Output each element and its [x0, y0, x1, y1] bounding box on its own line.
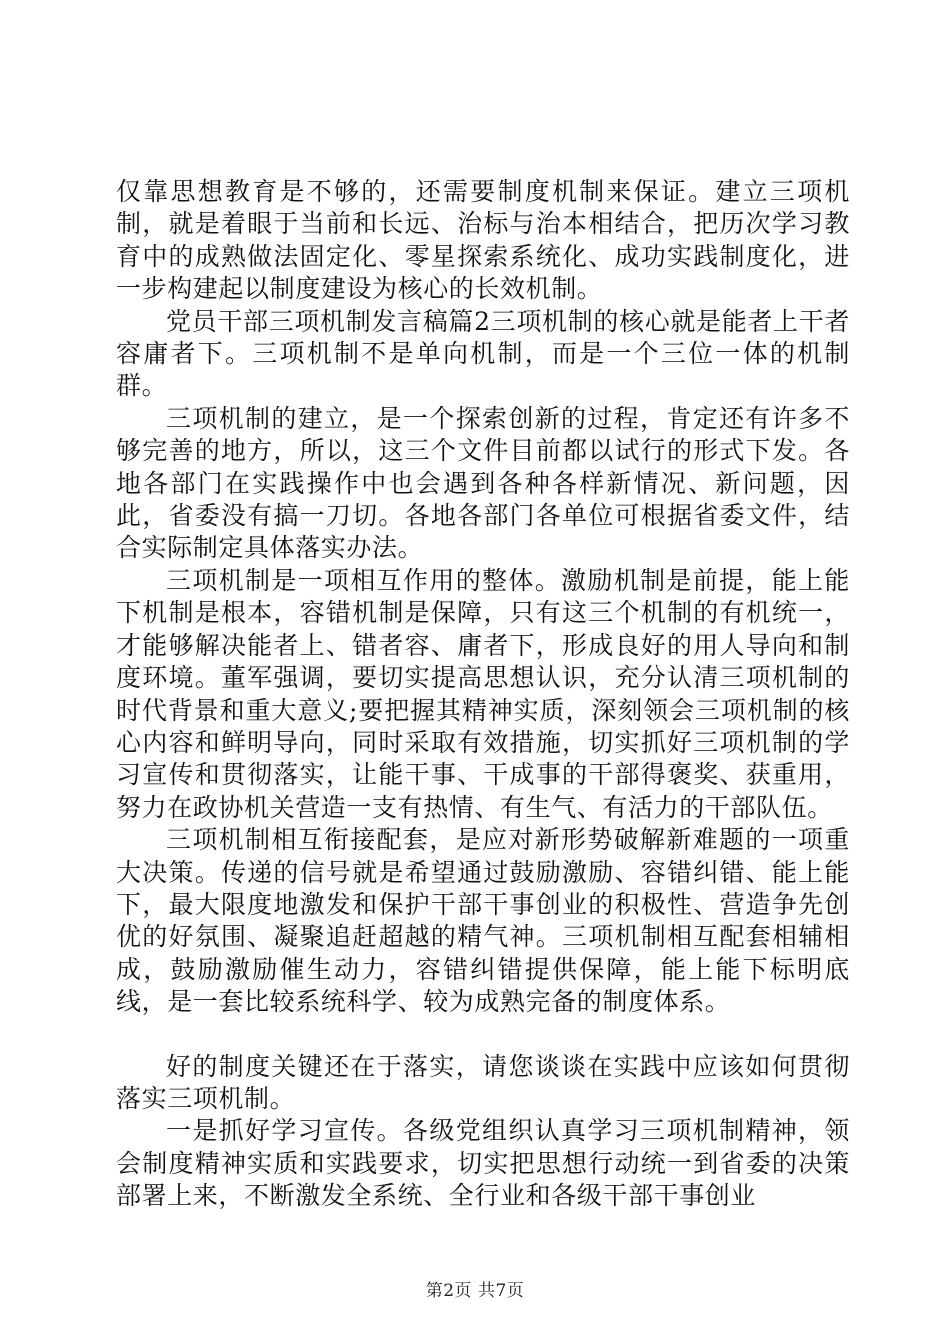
paragraph-7: 一是抓好学习宣传。各级党组织认真学习三项机制精神，领会制度精神实质和实践要求，切实把思想行动统一到省委的决策部署上来，不断激发全系统、全行业和各级干部干事创业: [116, 1116, 850, 1211]
paragraph-1: 仅靠思想教育是不够的，还需要制度机制来保证。建立三项机制，就是着眼于当前和长远、治标与治本相结合，把历次学习教育中的成熟做法固定化、零星探索系统化、成功实践制度化，进一步构建起以制度建设为核心的长效机制。: [116, 177, 850, 304]
paragraph-2: 党员干部三项机制发言稿篇2三项机制的核心就是能者上干者容庸者下。三项机制不是单向机制，而是一个三位一体的机制群。: [116, 306, 850, 401]
paragraph-6: 好的制度关键还在于落实，请您谈谈在实践中应该如何贯彻落实三项机制。: [116, 1051, 850, 1113]
page-number-footer: 第2页 共7页: [425, 1281, 525, 1301]
paragraph-gap: [116, 1019, 850, 1051]
paragraph-3: 三项机制的建立，是一个探索创新的过程，肯定还有许多不够完善的地方，所以，这三个文件目前都以试行的形式下发。各地各部门在实践操作中也会遇到各种各样新情况、新问题，因此，省委没有搞一刀切。各地各部门各单位可根据省委文件，结合实际制定具体落实办法。: [116, 403, 850, 563]
paragraph-5: 三项机制相互衔接配套，是应对新形势破解新难题的一项重大决策。传递的信号就是希望通过鼓励激励、容错纠错、能上能下，最大限度地激发和保护干部干事创业的积极性、营造争先创优的好氛围、凝聚追赶超越的精气神。三项机制相互配套相辅相成，鼓励激励催生动力，容错纠错提供保障，能上能下标明底线，是一套比较系统科学、较为成熟完备的制度体系。: [116, 825, 850, 1017]
document-body: [116, 176, 850, 1213]
paragraph-4: 三项机制是一项相互作用的整体。激励机制是前提，能上能下机制是根本，容错机制是保障，只有这三个机制的有机统一，才能够解决能者上、错者容、庸者下，形成良好的用人导向和制度环境。董军强调，要切实提高思想认识，充分认清三项机制的时代背景和重大意义;要把握其精神实质，深刻领会三项机制的核心内容和鲜明导向，同时采取有效措施，切实抓好三项机制的学习宣传和贯彻落实，让能干事、干成事的干部得褒奖、获重用，努力在政协机关营造一支有热情、有生气、有活力的干部队伍。: [116, 565, 850, 822]
